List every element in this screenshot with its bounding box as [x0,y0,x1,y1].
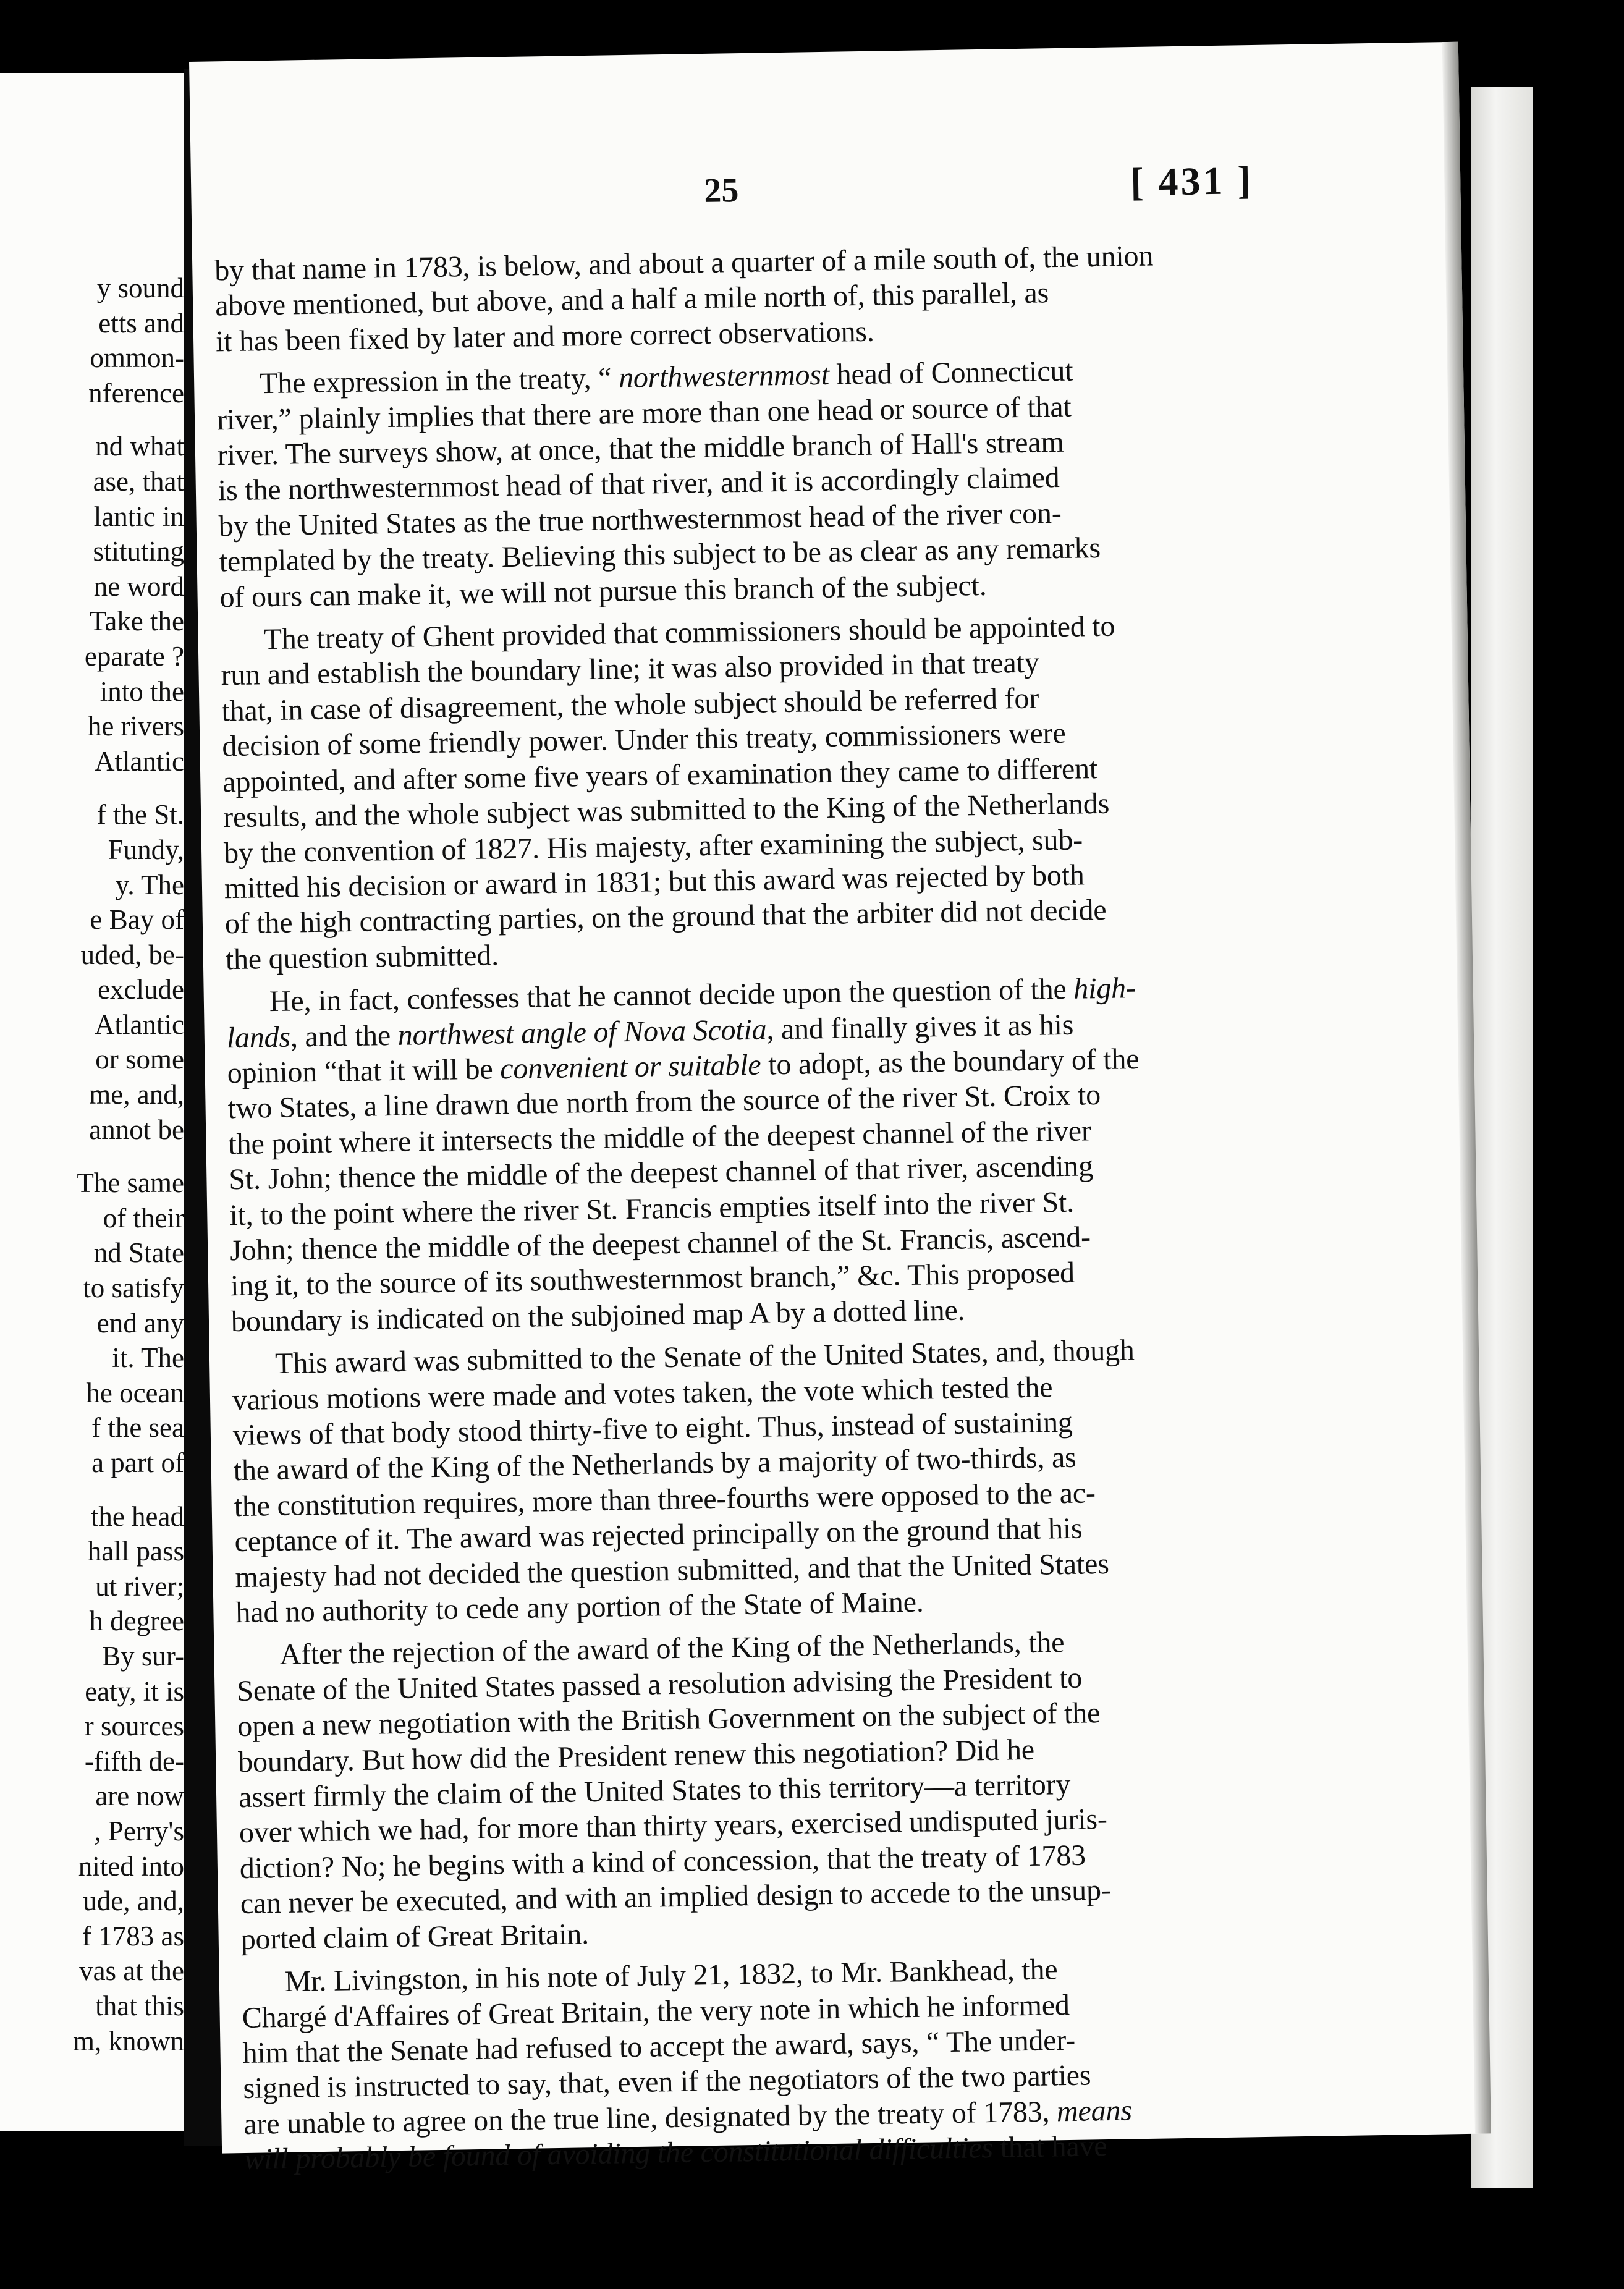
text-line: by the United States as the true northwesternmost head of the river con- [218,496,1062,543]
left-page-line: , Perry's [94,1815,184,1847]
page-number: 25 [703,171,739,210]
left-page-line: a part of [91,1447,184,1478]
text-line: After the rejection of the award of the King of the Netherlands, the [279,1626,1065,1672]
left-page-line: nd State [93,1237,184,1269]
text-line: appointed, and after some five years of examination they came to different [222,751,1098,798]
page-header [191,159,1461,235]
left-page-line: r sources [84,1711,184,1742]
text-line: river. The surveys show, at once, that the middle branch of Hall's stream [217,425,1064,472]
text-line: of the high contracting parties, on the ground that the arbiter did not decide [224,894,1107,941]
text-line: the point where it intersects the middle of the deepest channel of the river [228,1114,1092,1161]
text-line: by that name in 1783, is below, and about a quarter of a mile south of, the union [214,239,1154,287]
left-page-line: me, and, [89,1079,184,1111]
left-page-line: Atlantic [95,745,184,777]
left-page-line: ne word [93,570,184,602]
left-page-line: vas at the [79,1955,184,1987]
left-page-line: nference [88,377,184,408]
left-page-line: f 1783 as [82,1920,184,1952]
text-line: signed is instructed to say, that, even if the negotiators of the two parties [243,2058,1091,2105]
text-line: boundary. But how did the President renew this negotiation? Did he [237,1733,1035,1779]
left-page-line: y. The [115,869,184,900]
left-page-line: ase, that [93,465,184,497]
text-line: had no authority to cede any portion of the State of Maine. [235,1585,924,1630]
body-text [214,236,1331,2178]
left-page-line: y sound [96,273,184,303]
text-line: it has been fixed by later and more correct observations. [215,315,874,358]
text-line: views of that body stood thirty-five to eight. Thus, instead of sustaining [232,1405,1073,1452]
left-page-line: are now [95,1780,184,1812]
text-line: can never be executed, and with an implied design to accede to the unsup- [240,1874,1111,1921]
left-page-line: ommon- [90,342,184,374]
left-page-line: he rivers [87,711,184,742]
left-page-line: hall pass [87,1536,184,1567]
left-page-line: or some [95,1044,184,1075]
text-line: various motions were made and votes taken, the vote which tested the [232,1370,1053,1416]
text-line: are unable to agree on the true line, designated by the treaty of 1783, means [243,2094,1133,2141]
left-page-line: into the [99,675,184,707]
left-page [0,73,184,2131]
text-line: above mentioned, but above, and a half a mile north of, this parallel, as [214,276,1049,323]
left-page-line: f the St. [96,799,184,831]
text-line: This award was submitted to the Senate of the United States, and, though [274,1334,1135,1381]
text-line: Mr. Livingston, in his note of July 21, 1832, to Mr. Bankhead, the [284,1953,1058,1999]
text-line: ing it, to the source of its southwesternmost branch,” &c. This proposed [230,1256,1075,1303]
left-page-line: By sur- [102,1640,184,1672]
right-page [189,42,1491,2177]
text-line: Senate of the United States passed a resolution advising the President to [237,1661,1083,1707]
text-line: open a new negotiation with the British Government on the subject of the [237,1696,1101,1743]
text-line: St. John; thence the middle of the deepest channel of that river, ascending [229,1149,1094,1196]
text-line: the question submitted. [225,939,499,976]
text-line: ceptance of it. The award was rejected principally on the ground that his [234,1512,1083,1559]
left-page-line: end any [96,1307,184,1339]
left-page-line: Atlantic [95,1009,184,1040]
left-page-line: etts and [98,307,184,339]
text-line: will probably be found of avoiding the constitutional difficulties that have [243,2130,1107,2177]
left-page-line: f the sea [91,1412,184,1444]
text-line: is the northwesternmost head of that river, and it is accordingly claimed [218,461,1060,507]
text-line: assert firmly the claim of the United States to this territory—a territory [238,1768,1071,1814]
text-line: The expression in the treaty, “ northwesternmost head of Connecticut [259,354,1073,400]
text-line: results, and the whole subject was submitted to the King of the Netherlands [222,787,1110,834]
left-page-line: to satisfy [83,1272,184,1304]
left-page-line: he ocean [86,1377,184,1408]
text-line: diction? No; he begins with a kind of concession, that the treaty of 1783 [239,1838,1086,1885]
text-line: decision of some friendly power. Under this treaty, commissioners were [221,717,1066,763]
left-page-line: uded, be- [80,939,184,970]
text-line: two States, a line drawn due north from the source of the river St. Croix to [227,1078,1101,1125]
left-page-line: eparate ? [84,640,184,672]
left-page-line: of their [103,1202,184,1233]
text-line: The treaty of Ghent provided that commissioners should be appointed to [263,609,1115,656]
left-page-line: annot be [89,1114,184,1145]
text-line: boundary is indicated on the subjoined map A by a dotted line. [230,1293,965,1338]
left-page-line: exclude [98,974,184,1005]
text-line: mitted his decision or award in 1831; but this award was rejected by both [224,858,1085,905]
text-line: it, to the point where the river St. Francis empties itself into the river St. [229,1185,1075,1232]
left-page-line: Take the [89,606,184,637]
left-page-text-column [5,271,184,2058]
text-line: the award of the King of the Netherlands by a majority of two-thirds, as [233,1441,1076,1487]
left-page-line: lantic in [93,501,184,532]
text-line: run and establish the boundary line; it was also provided in that treaty [221,646,1039,692]
left-page-line: stituting [93,536,184,567]
left-page-line: -fifth de- [84,1745,184,1777]
text-line: John; thence the middle of the deepest channel of the St. Francis, ascend- [229,1221,1091,1267]
text-line: the constitution requires, more than three-fourths were opposed to the ac- [234,1476,1096,1523]
left-page-line: m, known [73,2025,184,2057]
text-line: him that the Senate had refused to accept the award, says, “ The under- [242,2023,1076,2070]
text-line: ported claim of Great Britain. [240,1917,590,1956]
text-line: over which we had, for more than thirty years, exercised undisputed juris- [239,1803,1108,1850]
document-number: [ 431 ] [1130,158,1254,205]
left-page-line: it. The [112,1342,184,1374]
left-page-line: eaty, it is [85,1675,184,1707]
text-line: river,” plainly implies that there are more than one head or source of that [216,390,1072,436]
left-page-line: nd what [95,431,184,462]
text-line: Chargé d'Affaires of Great Britain, the very note in which he informed [242,1988,1070,2034]
text-line: lands, and the northwest angle of Nova Scotia, and finally gives it as his [226,1008,1074,1054]
left-page-line: the head [90,1500,184,1532]
left-page-line: e Bay of [90,904,184,936]
left-page-line: nited into [78,1850,184,1882]
text-line: by the convention of 1827. His majesty, after examining the subject, sub- [223,823,1083,869]
left-page-line: Fundy, [108,834,184,865]
left-page-line: that this [95,1990,184,2021]
text-line: that, in case of disagreement, the whole subject should be referred for [221,682,1039,728]
text-line: templated by the treaty. Believing this subject to be as clear as any remarks [219,531,1101,578]
text-line: opinion “that it will be convenient or suitable to adopt, as the boundary of the [227,1042,1140,1090]
text-line: He, in fact, confesses that he cannot decide upon the question of the high- [269,971,1136,1018]
left-page-line: The same [77,1167,184,1199]
left-page-line: h degree [89,1606,184,1637]
text-line: of ours can make it, we will not pursue this branch of the subject. [219,569,987,614]
left-page-line: ut river; [95,1570,184,1602]
left-page-line: ude, and, [83,1885,184,1917]
text-line: majesty had not decided the question submitted, and that the United States [235,1547,1110,1594]
